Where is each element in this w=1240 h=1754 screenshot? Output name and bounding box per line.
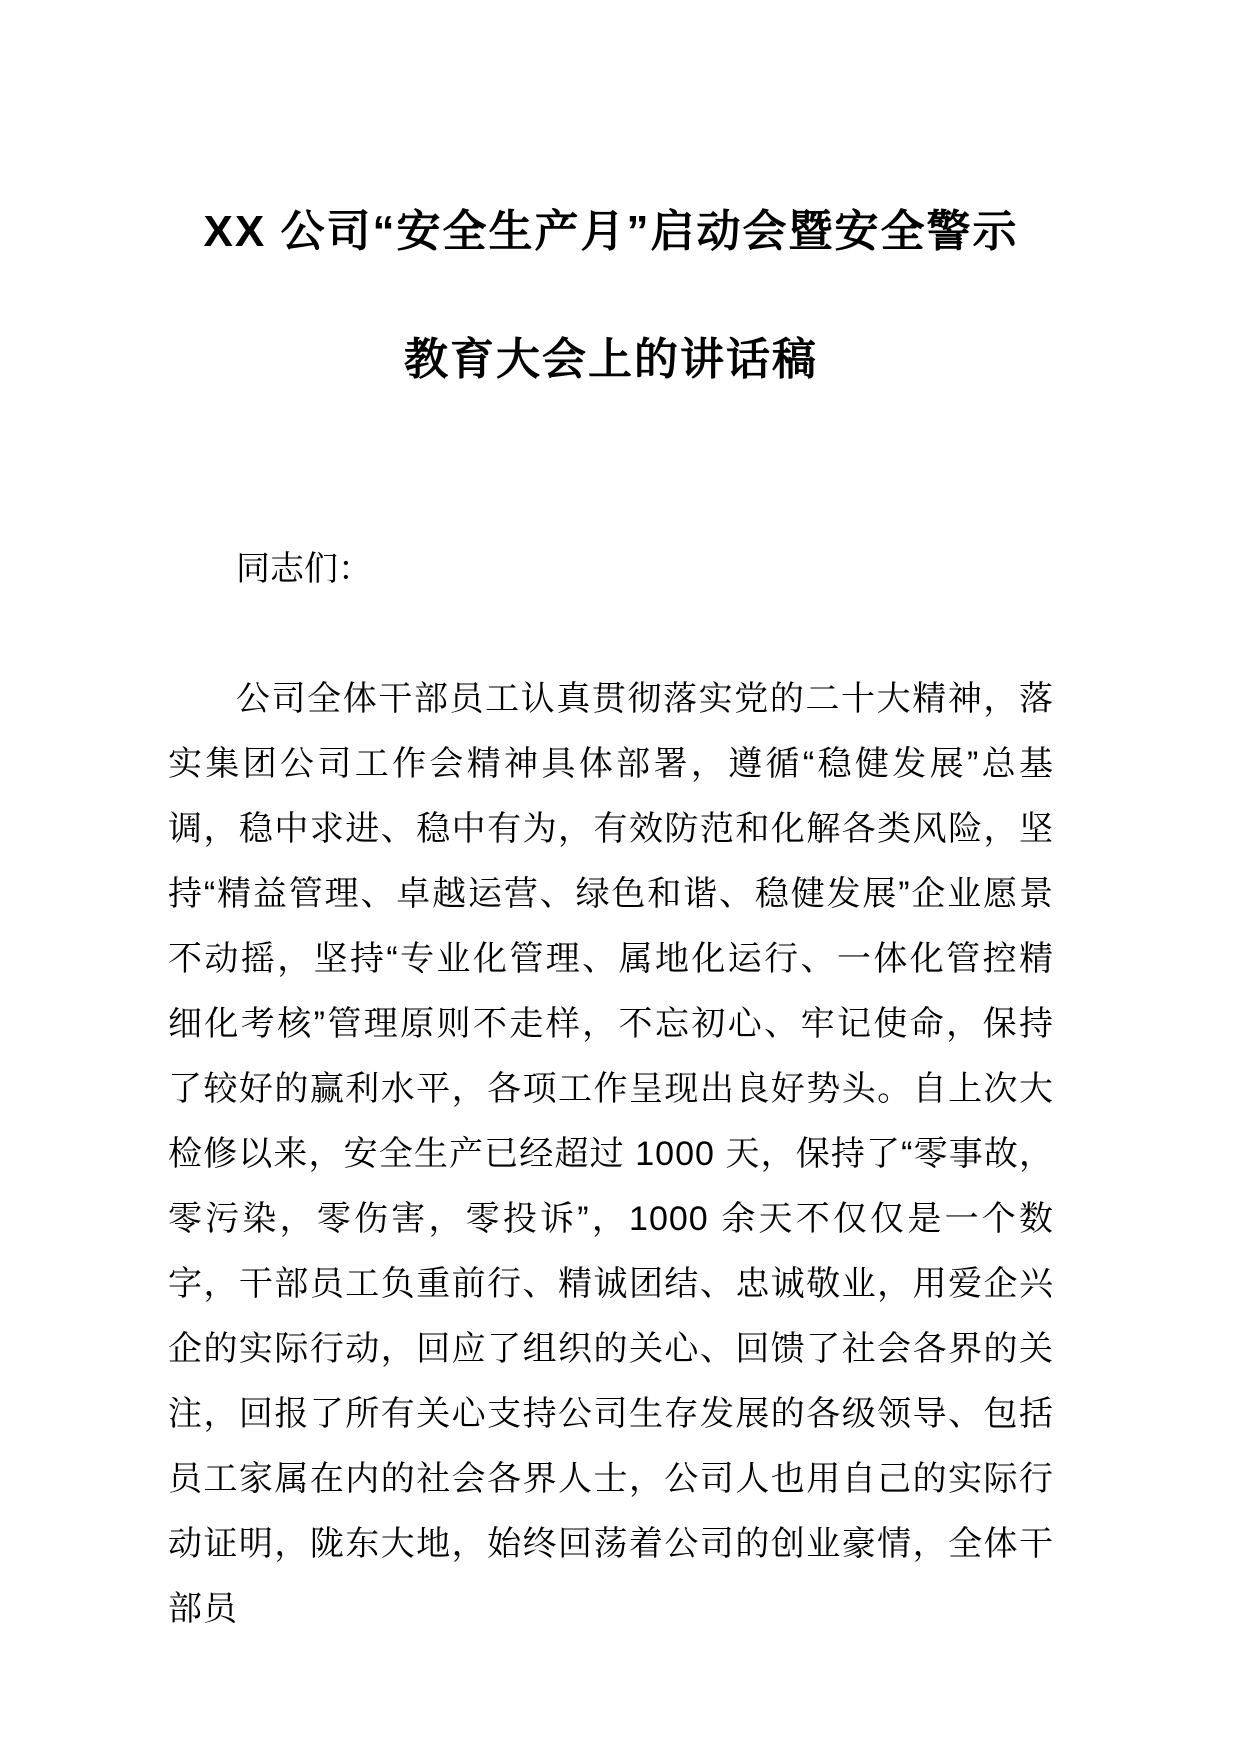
body-paragraph: 公司全体干部员工认真贯彻落实党的二十大精神，落实集团公司工作会精神具体部署，遵循“稳健发展”总基调，稳中求进、稳中有为，有效防范和化解各类风险，坚持“精益管理、卓越运营、绿色和谐、稳健发展”企业愿景不动摇，坚持“专业化管理、属地化运行、一体化管控精细化考核”管理原则不走样，不忘初心、牢记使命，保持了较好的赢利水平，各项工作呈现出良好势头。自上次大检修以来，安全生产已经超过 1000 天，保持了“零事故，零污染，零伤害，零投诉”，1000 余天不仅仅是一个数字，干部员工负重前行、精诚团结、忠诚敬业，用爱企兴企的实际行动，回应了组织的关心、回馈了社会各界的关注，回报了所有关心支持公司生存发展的各级领导、包括员工家属在内的社会各界人士，公司人也用自己的实际行动证明，陇东大地，始终回荡着公司的创业豪情，全体干部员 [168, 680, 1054, 1628]
document-title-line-1: XX 公司“安全生产月”启动会暨安全警示 [203, 207, 1019, 256]
document-title [168, 168, 1054, 424]
salutation-line: 同志们： [236, 550, 372, 588]
document-title-line-2: 教育大会上的讲话稿 [404, 335, 818, 384]
